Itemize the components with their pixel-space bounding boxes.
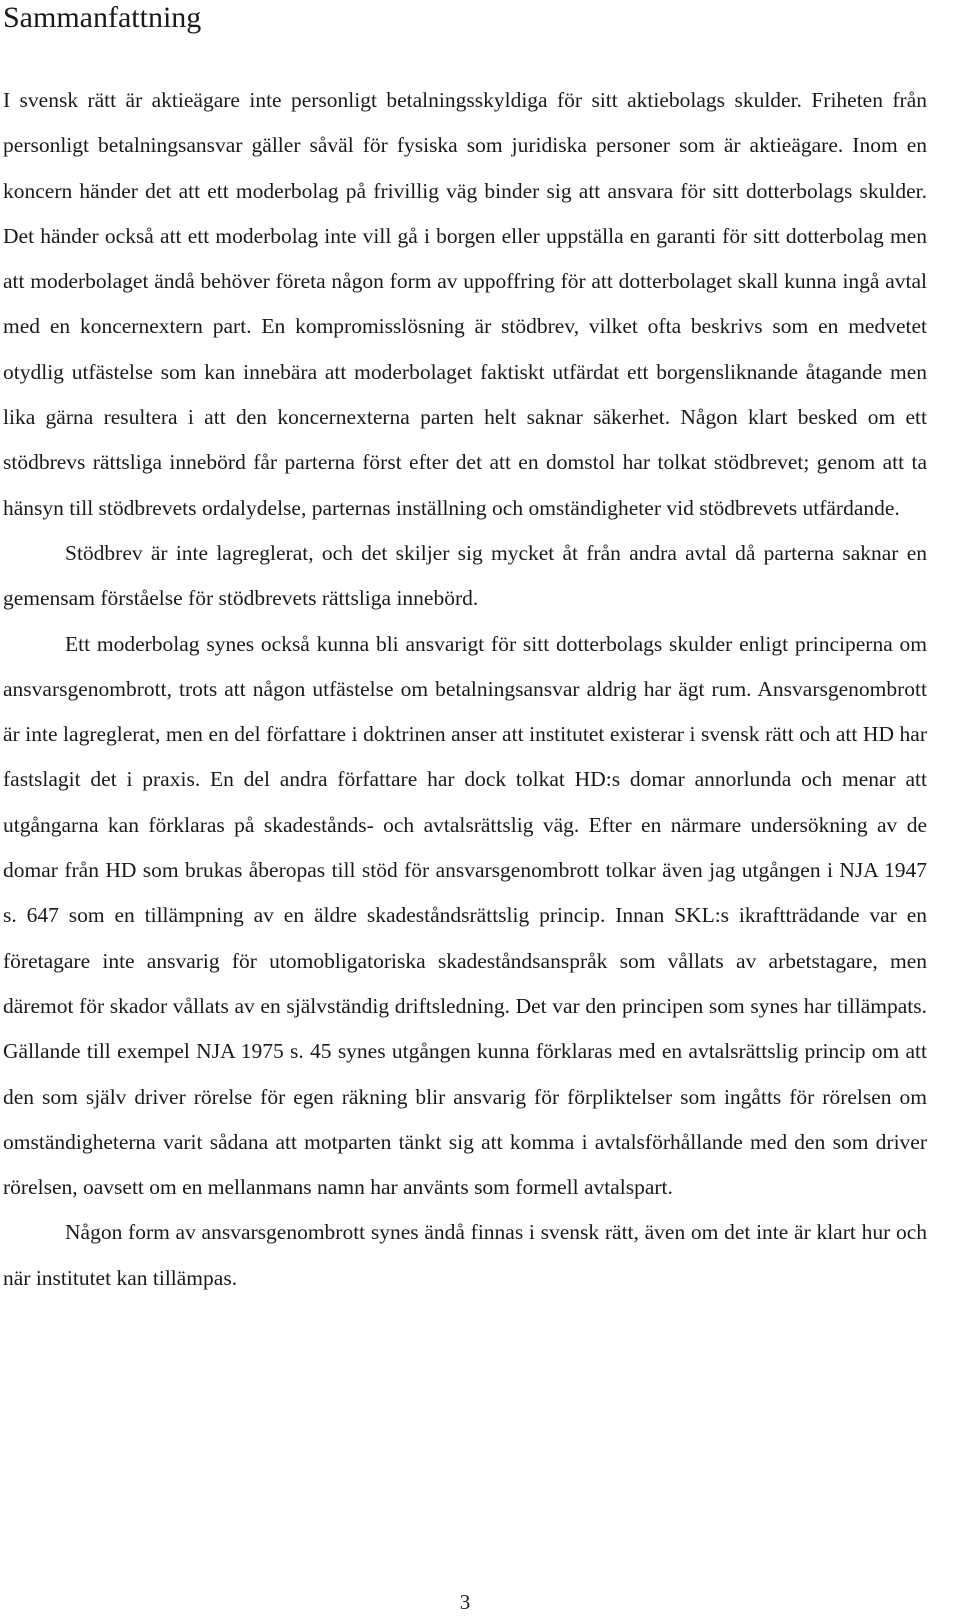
document-page (3, 0, 927, 1301)
paragraph-1: I svensk rätt är aktieägare inte personligt betalningsskyldiga för sitt aktiebolags skulder. Friheten från personligt betalningsansvar gäller såväl för fysiska som juridiska personer som är aktieägare. Inom en koncern händer det att ett moderbolag på frivillig väg binder sig att ansvara för sitt dotterbolags skulder. Det händer också att ett moderbolag inte vill gå i borgen eller uppställa en garanti för sitt dotterbolag men att moderbolaget ändå behöver företa någon form av uppoffring för att dotterbolaget skall kunna ingå avtal med en koncernextern part. En kompromisslösning är stödbrev, vilket ofta beskrivs som en medvetet otydlig utfästelse som kan innebära att moderbolaget faktiskt utfärdat ett borgensliknande åtagande men lika gärna resultera i att den koncernexterna parten helt saknar säkerhet. Någon klart besked om ett stödbrevs rättsliga innebörd får parterna först efter det att en domstol har tolkat stödbrevet; genom att ta hänsyn till stödbrevets ordalydelse, parternas inställning och omständigheter vid stödbrevets utfärdande. (3, 88, 927, 520)
paragraph-3: Ett moderbolag synes också kunna bli ansvarigt för sitt dotterbolags skulder enligt principerna om ansvarsgenombrott, trots att någon utfästelse om betalningsansvar aldrig har ägt rum. Ansvarsgenombrott är inte lagreglerat, men en del författare i doktrinen anser att institutet existerar i svensk rätt och att HD har fastslagit det i praxis. En del andra författare har dock tolkat HD:s domar annorlunda och menar att utgångarna kan förklaras på skadestånds- och avtalsrättslig väg. Efter en närmare undersökning av de domar från HD som brukas åberopas till stöd för ansvarsgenombrott tolkar även jag utgången i NJA 1947 s. 647 som en tillämpning av en äldre skadeståndsrättslig princip. Innan SKL:s ikraftträdande var en företagare inte ansvarig för utomobligatoriska skadeståndsanspråk som vållats av arbetstagare, men däremot för skador vållats av en självständig driftsledning. Det var den principen som synes har tillämpats. Gällande till exempel NJA 1975 s. 45 synes utgången kunna förklaras med en avtalsrättslig princip om att den som själv driver rörelse för egen räkning blir ansvarig för förpliktelser som ingåtts för rörelsen om omständigheterna varit sådana att motparten tänkt sig att komma i avtalsförhållande med den som driver rörelsen, oavsett om en mellanmans namn har använts som formell avtalspart. (3, 631, 927, 1200)
paragraph-2: Stödbrev är inte lagreglerat, och det skiljer sig mycket åt från andra avtal då parterna saknar en gemensam förståelse för stödbrevets rättsliga innebörd. (3, 540, 927, 611)
paragraph-4: Någon form av ansvarsgenombrott synes ändå finnas i svensk rätt, även om det inte är klart hur och när institutet kan tillämpas. (3, 1220, 927, 1290)
section-heading: Sammanfattning (3, 1, 202, 34)
body-text (3, 78, 927, 1301)
page-number: 3 (459, 1590, 471, 1614)
